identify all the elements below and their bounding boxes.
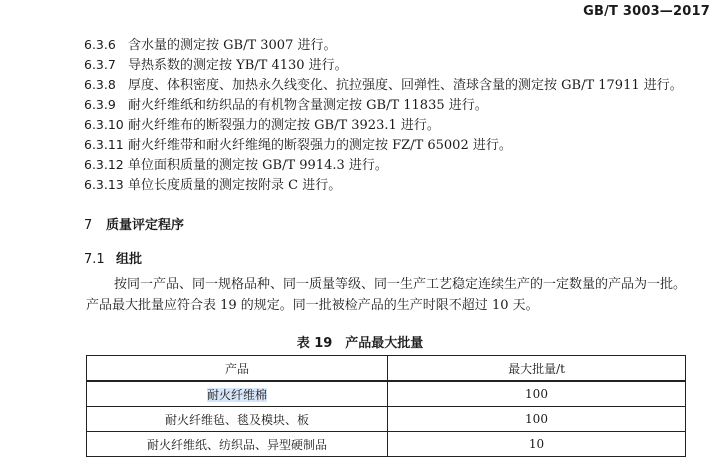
product-cell: 耐火纤维纸、纺织品、异型硬制品 [87,432,388,457]
clause-number: 6.3.13 [84,177,124,192]
clause-6-3-11 [84,136,512,155]
product-cell: 耐火纤维毡、毯及模块、板 [87,407,388,432]
max-batch-cell: 10 [388,432,686,457]
section-7-1-heading [84,248,142,267]
table-header-row [87,356,686,382]
standard-number: GB/T 3003—2017 [583,4,710,19]
clause-number: 6.3.8 [84,77,116,92]
clause-text: 耐火纤维带和耐火纤维绳的断裂强力的测定按 FZ/T 65002 进行。 [128,138,512,153]
table-row [87,407,686,432]
table-row [87,381,686,407]
product-cell [87,381,388,407]
table-title: 表 19 产品最大批量 [296,336,424,351]
max-batch-table [86,355,686,457]
clause-number: 6.3.12 [84,157,124,172]
clause-number: 6.3.7 [84,57,116,72]
paragraph-line-1: 按同一产品、同一规格品种、同一质量等级、同一生产工艺稳定连续生产的一定数量的产品为一批。 [114,277,687,292]
clause-6-3-13 [84,176,341,195]
clause-number: 6.3.10 [84,117,124,132]
max-batch-cell: 100 [388,381,686,407]
clause-6-3-8 [84,76,683,95]
section-title: 组批 [116,252,143,267]
clause-text: 厚度、体积密度、加热永久线变化、抗拉强度、回弹性、渣球含量的测定按 GB/T 17911 进行。 [128,78,683,93]
paragraph-line-2: 产品最大批量应符合表 19 的规定。同一批被检产品的生产时限不超过 10 天。 [86,298,539,313]
clause-text: 含水量的测定按 GB/T 3007 进行。 [128,38,337,53]
section-title: 质量评定程序 [106,218,185,233]
clause-text: 单位长度质量的测定按附录 C 进行。 [128,178,342,193]
clause-6-3-10 [84,116,440,135]
clause-6-3-7 [84,56,348,75]
max-batch-cell: 100 [388,407,686,432]
clause-number: 6.3.6 [84,37,116,52]
clause-number: 6.3.11 [84,137,124,152]
section-7-heading [84,214,184,233]
clause-text: 耐火纤维布的断裂强力的测定按 GB/T 3923.1 进行。 [128,118,440,133]
section-number: 7.1 [84,252,105,267]
table-row [87,432,686,457]
clause-text: 单位面积质量的测定按 GB/T 9914.3 进行。 [128,158,388,173]
clause-number: 6.3.9 [84,97,116,112]
clause-text: 耐火纤维纸和纺织品的有机物含量测定按 GB/T 11835 进行。 [128,98,488,113]
clause-text: 导热系数的测定按 YB/T 4130 进行。 [128,58,348,73]
clause-6-3-12 [84,156,388,175]
header-max-batch: 最大批量/t [388,356,686,382]
header-product: 产品 [87,356,388,382]
clause-6-3-9 [84,96,488,115]
section-number: 7 [84,218,93,233]
clause-6-3-6 [84,36,336,55]
selected-text: 耐火纤维棉 [206,387,267,402]
